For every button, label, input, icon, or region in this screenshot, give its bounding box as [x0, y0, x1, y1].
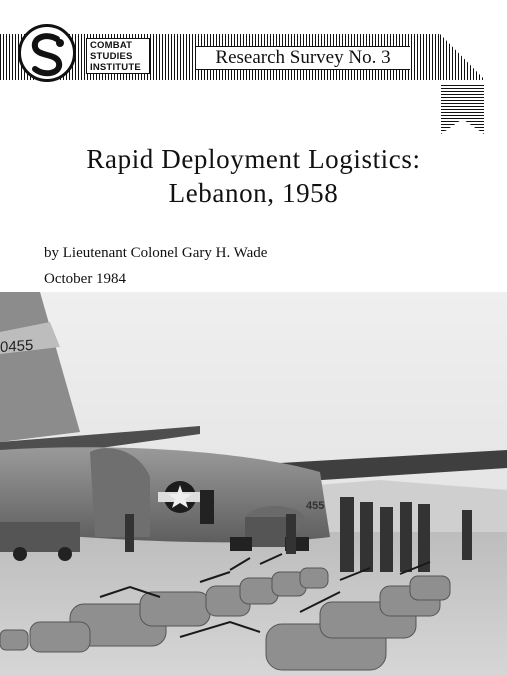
publication-date: October 1984: [44, 271, 127, 287]
institute-line-3: INSTITUTE: [90, 62, 141, 73]
aircraft-tail-number: 0455: [0, 336, 34, 357]
banner-ribbon: [440, 34, 485, 80]
document-title: [0, 142, 507, 210]
cover-photo: [0, 292, 507, 675]
csi-logo-icon: [18, 24, 76, 82]
series-label: Research Survey No. 3: [196, 46, 410, 70]
title-line-2: Lebanon, 1958: [168, 178, 339, 208]
author-line: by Lieutenant Colonel Gary H. Wade: [44, 245, 268, 261]
ribbon-tail: [441, 84, 484, 134]
institute-line-2: STUDIES: [90, 51, 133, 62]
fuselage-marking: 455: [306, 500, 325, 512]
institute-name-box: [86, 38, 150, 74]
title-line-1: Rapid Deployment Logistics:: [86, 144, 421, 174]
institute-line-1: COMBAT: [90, 40, 133, 51]
